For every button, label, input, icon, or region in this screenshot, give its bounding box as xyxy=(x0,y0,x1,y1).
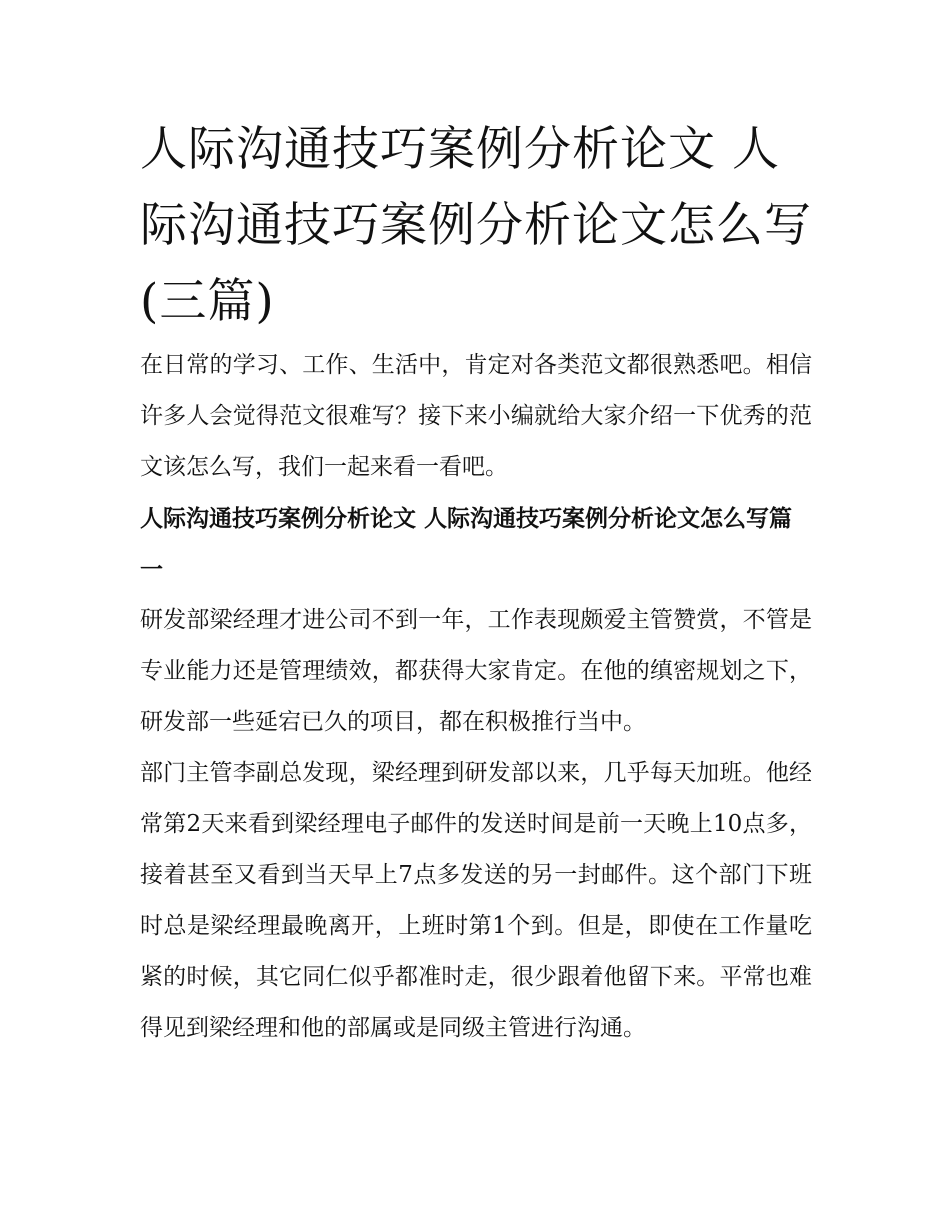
body-paragraph-2: 部门主管李副总发现，梁经理到研发部以来，几乎每天加班。他经常第2天来看到梁经理电子邮件的发送时间是前一天晚上10点多，接着甚至又看到当天早上7点多发送的另一封邮件。这个部门下班时总是梁经理最晚离开，上班时第1个到。但是，即使在工作量吃紧的时候，其它同仁似乎都准时走，很少跟着他留下来。平常也难得见到梁经理和他的部属或是同级主管进行沟通。 xyxy=(140,760,812,1041)
document-page xyxy=(140,112,812,1054)
document-title: 人际沟通技巧案例分析论文 人际沟通技巧案例分析论文怎么写(三篇) xyxy=(140,122,812,329)
intro-paragraph: 在日常的学习、工作、生活中，肯定对各类范文都很熟悉吧。相信许多人会觉得范文很难写？接下来小编就给大家介绍一下优秀的范文该怎么写，我们一起来看一看吧。 xyxy=(140,352,812,480)
body-paragraph-1: 研发部梁经理才进公司不到一年，工作表现颇爱主管赞赏，不管是专业能力还是管理绩效，都获得大家肯定。在他的缜密规划之下，研发部一些延宕已久的项目，都在积极推行当中。 xyxy=(140,607,812,735)
section-heading: 人际沟通技巧案例分析论文 人际沟通技巧案例分析论文怎么写篇一 xyxy=(140,505,793,583)
